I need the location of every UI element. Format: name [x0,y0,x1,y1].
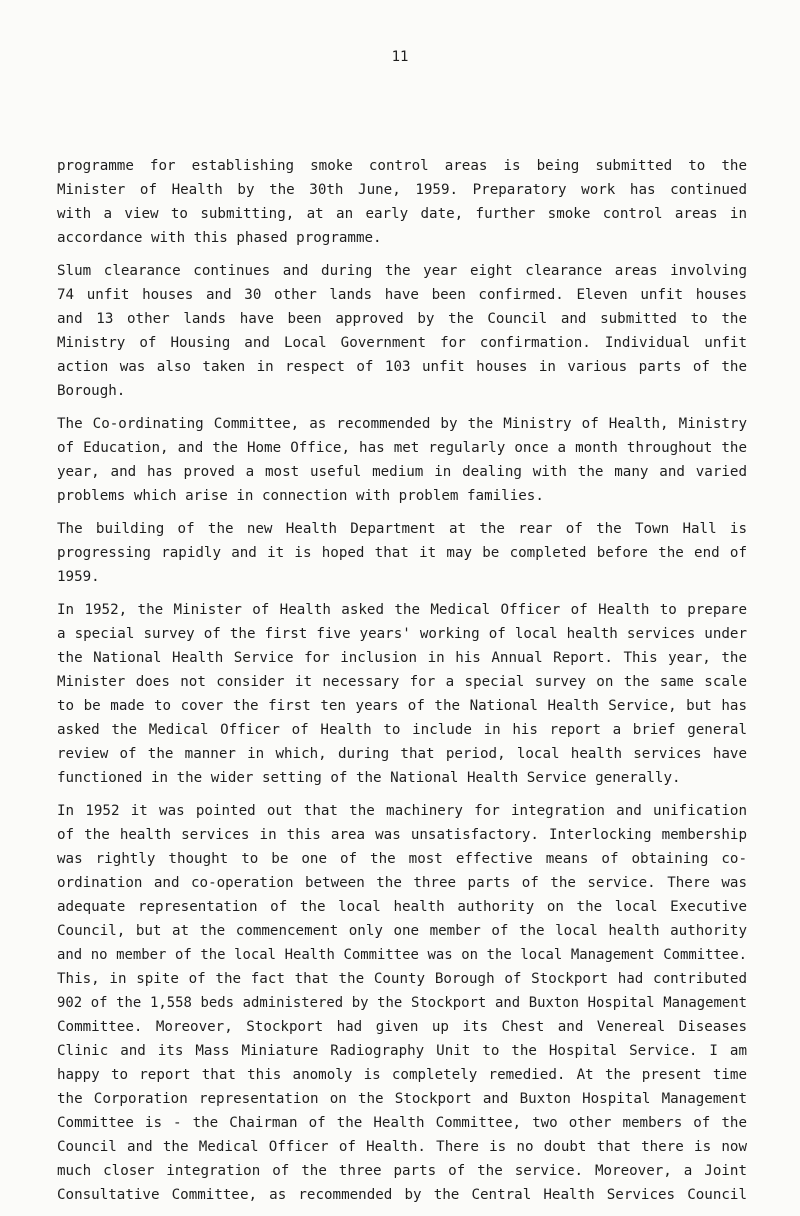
text-line: to be made to cover the first ten years of the National Health Service, but has [57,698,747,714]
text-line: 1959. [57,569,100,585]
text-line: asked the Medical Officer of Health to include in his report a brief general [57,722,747,738]
text-line: Clinic and its Mass Miniature Radiography Unit to the Hospital Service. I am [57,1043,747,1059]
text-line: review of the manner in which, during that period, local health services have [57,746,747,762]
text-line: the Corporation representation on the Stockport and Buxton Hospital Management [57,1091,747,1107]
text-line: with a view to submitting, at an early date, further smoke control areas in [57,206,747,222]
text-line: The Co-ordinating Committee, as recommended by the Ministry of Health, Ministry [57,416,747,432]
paragraph [57,259,747,403]
text-line: Council, but at the commencement only one member of the local health authority [57,923,747,939]
text-line: Minister of Health by the 30th June, 1959. Preparatory work has continued [57,182,747,198]
text-line: Consultative Committee, as recommended by the Central Health Services Council [57,1187,747,1203]
text-line: was rightly thought to be one of the most effective means of obtaining co- [57,851,747,867]
text-line: Committee is - the Chairman of the Health Committee, two other members of the [57,1115,747,1131]
text-line: Ministry of Housing and Local Government for confirmation. Individual unfit [57,335,747,351]
body-text [57,154,747,1216]
text-line: In 1952, the Minister of Health asked the Medical Officer of Health to prepare [57,602,747,618]
text-line: This, in spite of the fact that the County Borough of Stockport had contributed [57,971,747,987]
text-line: accordance with this phased programme. [57,230,382,246]
text-line: year, and has proved a most useful medium in dealing with the many and varied [57,464,747,480]
text-line: happy to report that this anomoly is completely remedied. At the present time [57,1067,747,1083]
text-line: problems which arise in connection with problem families. [57,488,544,504]
text-line: Minister does not consider it necessary for a special survey on the same scale [57,674,747,690]
text-line: much closer integration of the three parts of the service. Moreover, a Joint [57,1163,747,1179]
page-number: 11 [391,49,409,65]
text-line: a special survey of the first five years' working of local health services under [57,626,747,642]
text-line: Slum clearance continues and during the year eight clearance areas involving [57,263,747,279]
text-line: 902 of the 1,558 beds administered by the Stockport and Buxton Hospital Management [57,995,747,1011]
text-line: In 1952 it was pointed out that the machinery for integration and unification [57,803,747,819]
text-line: ordination and co-operation between the three parts of the service. There was [57,875,747,891]
text-line: of the health services in this area was unsatisfactory. Interlocking membership [57,827,747,843]
text-line: and no member of the local Health Committee was on the local Management Committee. [57,947,747,963]
text-line: 74 unfit houses and 30 other lands have been confirmed. Eleven unfit houses [57,287,747,303]
paragraph [57,517,747,589]
paragraph [57,799,747,1207]
text-line: programme for establishing smoke control areas is being submitted to the [57,158,747,174]
text-line: The building of the new Health Department at the rear of the Town Hall is [57,521,747,537]
text-line: action was also taken in respect of 103 unfit houses in various parts of the [57,359,747,375]
paragraph [57,412,747,508]
text-line: of Education, and the Home Office, has met regularly once a month throughout the [57,440,747,456]
text-line: Borough. [57,383,126,399]
paragraph [57,154,747,250]
text-line: Committee. Moreover, Stockport had given up its Chest and Venereal Diseases [57,1019,747,1035]
text-line: Council and the Medical Officer of Health. There is no doubt that there is now [57,1139,747,1155]
text-line: functioned in the wider setting of the National Health Service generally. [57,770,681,786]
text-line: adequate representation of the local health authority on the local Executive [57,899,747,915]
paragraph [57,598,747,790]
text-line: and 13 other lands have been approved by the Council and submitted to the [57,311,747,327]
text-line: the National Health Service for inclusion in his Annual Report. This year, the [57,650,747,666]
text-line: progressing rapidly and it is hoped that it may be completed before the end of [57,545,747,561]
